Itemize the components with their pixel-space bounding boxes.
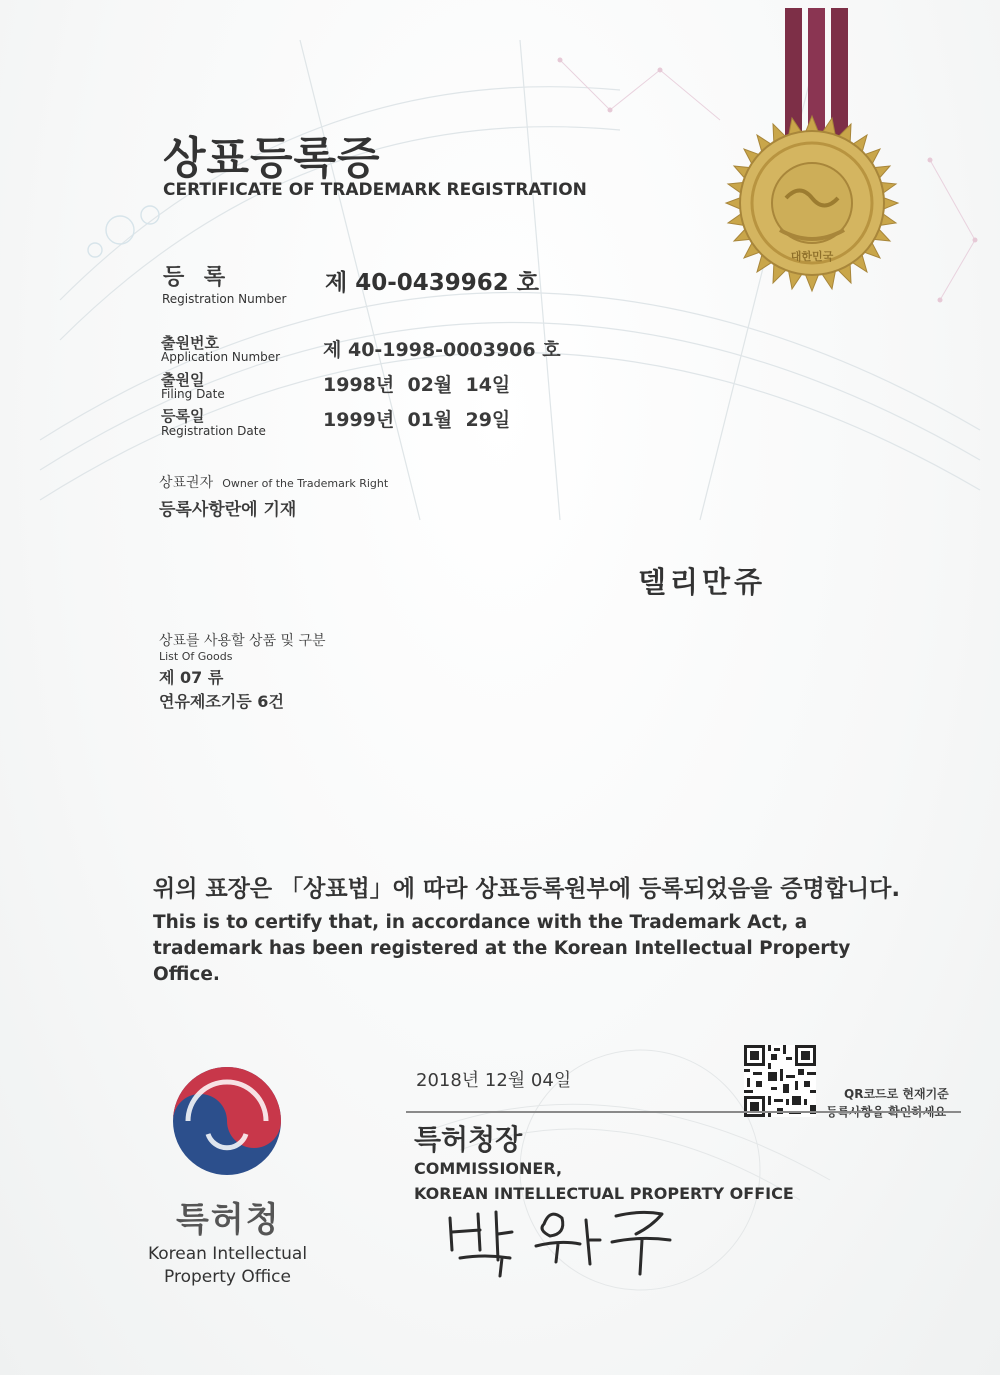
kipo-name-en: Korean Intellectual Property Office xyxy=(147,1244,308,1287)
goods-label-en: List Of Goods xyxy=(159,650,233,663)
seal-text: 대한민국 xyxy=(790,250,834,263)
qr-code[interactable] xyxy=(744,1045,816,1117)
kipo-logo-icon xyxy=(168,1062,286,1180)
commissioner-title-en xyxy=(414,1156,794,1206)
goods-label: 상표를 사용할 상품 및 구분 xyxy=(159,633,326,649)
certificate-title-ko: 상표등록증 xyxy=(163,133,381,184)
qr-note-line1: QR코드로 현재기준 xyxy=(844,1087,949,1101)
owner-value: 등록사항란에 기재 xyxy=(159,500,297,520)
registration-number-value: 제 40-0439962 호 xyxy=(325,270,540,296)
commissioner-en-line2: KOREAN INTELLECTUAL PROPERTY OFFICE xyxy=(414,1184,794,1203)
certification-statement-ko: 위의 표장은 「상표법」에 따라 상표등록원부에 등록되었음을 증명합니다. xyxy=(153,876,901,902)
owner-label xyxy=(159,472,388,492)
filing-date-value: 1998년 02월 14일 xyxy=(323,374,511,396)
certification-statement-en: This is to certify that, in accordance with the Trademark Act, a trademark has been registered at the Korean Intellectual Property Office. xyxy=(153,912,851,985)
application-number-value: 제 40-1998-0003906 호 xyxy=(323,339,561,361)
registration-number-label-en: Registration Number xyxy=(162,292,287,306)
registration-date-label-en: Registration Date xyxy=(161,424,266,438)
kipo-name-ko: 특허청 xyxy=(176,1200,281,1240)
certificate-title-en: CERTIFICATE OF TRADEMARK REGISTRATION xyxy=(163,180,587,200)
commissioner-title-ko: 특허청장 xyxy=(414,1123,523,1156)
trademark-name: 델리만쥬 xyxy=(638,565,767,599)
owner-label-ko: 상표권자 xyxy=(159,475,214,491)
filing-date-label: 출원일 xyxy=(161,371,205,389)
registration-number-label: 등 록 xyxy=(163,265,232,290)
handwritten-signature xyxy=(440,1200,680,1280)
goods-items: 연유제조기등 6건 xyxy=(159,692,284,711)
commissioner-en-line1: COMMISSIONER, xyxy=(414,1159,563,1178)
official-gold-seal xyxy=(690,8,935,358)
filing-date-label-en: Filing Date xyxy=(161,387,225,401)
owner-label-en: Owner of the Trademark Right xyxy=(222,477,389,490)
signature-rule xyxy=(406,1111,961,1113)
application-number-label-en: Application Number xyxy=(161,350,281,364)
goods-class: 제 07 류 xyxy=(159,668,224,687)
registration-date-label: 등록일 xyxy=(161,407,205,425)
issue-date: 2018년 12월 04일 xyxy=(416,1070,572,1091)
qr-note xyxy=(826,1085,949,1121)
registration-date-value: 1999년 01월 29일 xyxy=(323,409,511,431)
application-number-label: 출원번호 xyxy=(161,334,219,352)
